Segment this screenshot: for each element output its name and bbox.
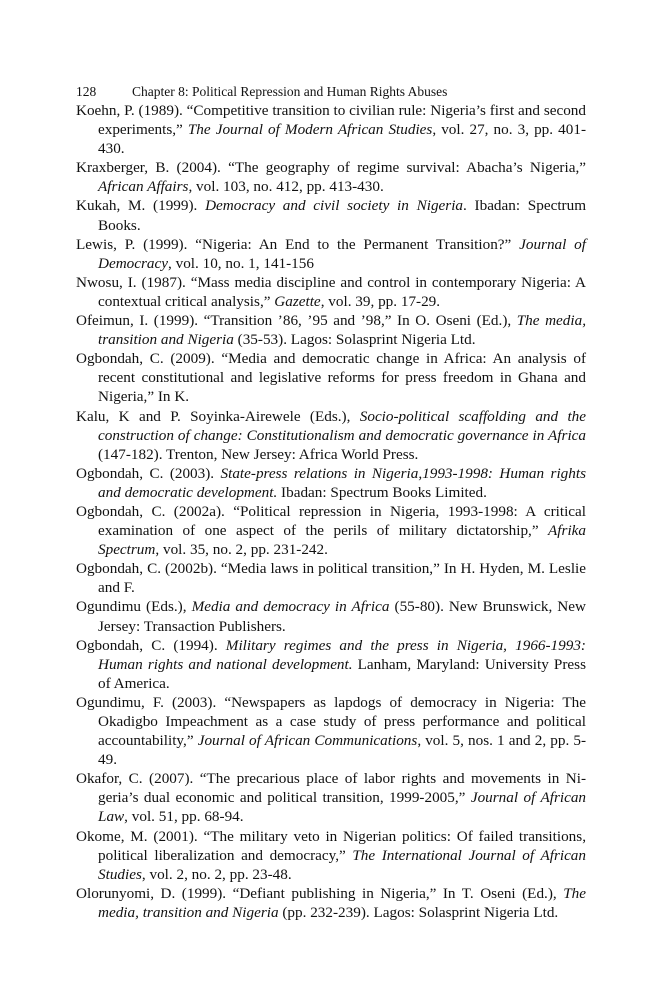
reference-entry: Okafor, C. (2007). “The precarious place of labor rights and movements in Nigeria’s dual economic and political transition, 1999-2005,” Journal of African Law, vol. 51, pp. 68-94.	[76, 770, 587, 826]
reference-entry: Ogbondah, C. (1994). Military regimes and the press in Nigeria, 1966-1993: Human rights and national development. Lanham, Maryland: University Press of America.	[76, 636, 586, 692]
reference-entry: Ogundimu, F. (2003). “Newspapers as lapdogs of democracy in Nigeria: The Okadigbo Impeachment as a case study of press performance and political accountability,” Journal of African Communications, vol. 5, nos. 1 and 2, pp. 5-49.	[76, 693, 587, 769]
reference-entry: Kraxberger, B. (2004). “The geography of regime survival: Abacha’s Nigeria,” African Affairs, vol. 103, no. 412, pp. 413-430.	[76, 159, 586, 196]
reference-entry: Lewis, P. (1999). “Nigeria: An End to the Permanent Transition?” Journal of Democracy, vol. 10, no. 1, 141-156	[76, 235, 586, 272]
page-number: 128	[76, 84, 97, 99]
reference-entry: Ogundimu (Eds.), Media and democracy in Africa (55-80). New Brunswick, New Jersey: Transaction Publishers.	[76, 598, 586, 635]
reference-entry: Ogbondah, C. (2002a). “Political repression in Nigeria, 1993-1998: A critical examination of one aspect of the perils of military dictatorship,” Afrika Spectrum, vol. 35, no. 2, pp. 231-242.	[76, 502, 586, 559]
chapter-title: Chapter 8: Political Repression and Human Rights Abuses	[132, 84, 448, 99]
reference-entry: Kukah, M. (1999). Democracy and civil society in Nigeria. Ibadan: Spectrum Books.	[76, 197, 587, 234]
reference-entry: Olorunyomi, D. (1999). “Defiant publishing in Nigeria,” In T. Oseni (Ed.), The media, transition and Nigeria (pp. 232-239). Lagos: Solasprint Nigeria Ltd.	[76, 884, 586, 921]
reference-list	[76, 101, 586, 922]
running-header	[76, 83, 586, 101]
reference-entry: Kalu, K and P. Soyinka-Airewele (Eds.), Socio-political scaffolding and the construction of change: Constitutionalism and democratic governance in Africa (147-182). Trenton, New Jersey: Africa World Press.	[76, 407, 586, 463]
reference-entry: Ogbondah, C. (2002b). “Media laws in political transition,” In H. Hyden, M. Leslie and F.	[76, 560, 586, 597]
reference-entry: Ofeimun, I. (1999). “Transition ’86, ’95 and ’98,” In O. Oseni (Ed.), The media, transition and Nigeria (35-53). Lagos: Solasprint Nigeria Ltd.	[76, 312, 586, 349]
reference-entry: Nwosu, I. (1987). “Mass media discipline and control in contemporary Nigeria: A contextual critical analysis,” Gazette, vol. 39, pp. 17-29.	[76, 273, 586, 310]
reference-entry: Ogbondah, C. (2009). “Media and democratic change in Africa: An analysis of recent constitutional and legislative reforms for press freedom in Ghana and Nigeria,” In K.	[76, 350, 586, 406]
reference-entry: Koehn, P. (1989). “Competitive transition to civilian rule: Nigeria’s first and second experiments,” The Journal of Modern African Studies, vol. 27, no. 3, pp. 401-430.	[76, 102, 586, 158]
reference-entry: Ogbondah, C. (2003). State-press relations in Nigeria,1993-1998: Human rights and democratic development. Ibadan: Spectrum Books Limited.	[76, 464, 586, 501]
reference-entry: Okome, M. (2001). “The military veto in Nigerian politics: Of failed transitions, political liberalization and democracy,” The International Journal of African Studies, vol. 2, no. 2, pp. 23-48.	[76, 827, 586, 883]
